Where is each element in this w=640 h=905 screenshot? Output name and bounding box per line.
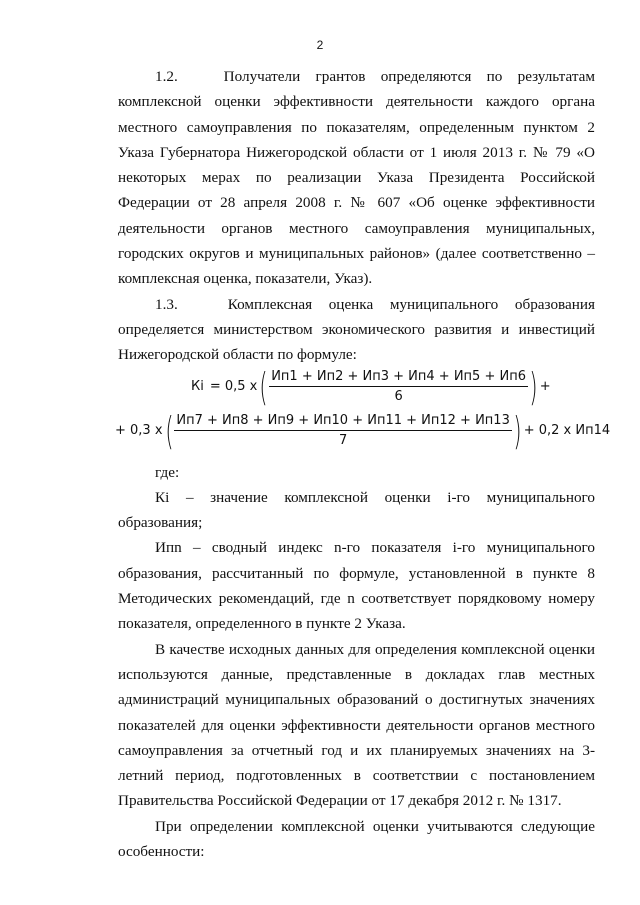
formula <box>115 364 611 456</box>
paragraph-source-data: В качестве исходных данных для определения комплексной оценки используются данные, представленные в докладах глав местных администраций муниципальных образований о достигнутых значениях показателей для оценки эффективности деятельности органов местного самоуправления за отчетный год и их планируемых значениях на 3-летний период, подготовленных в соответствии с постановлением Правительства Российской Федерации от 17 декабря 2012 г. № 1317. <box>118 640 595 810</box>
formula-coef-1: = 0,5 x <box>209 379 258 395</box>
document-body <box>115 64 611 864</box>
where-label: где: <box>155 463 180 481</box>
formula-plus-1: + <box>539 379 551 395</box>
formula-line-1 <box>188 364 554 409</box>
formula-lhs: Кi <box>191 379 204 395</box>
right-paren-1: ) <box>529 364 538 409</box>
paragraph-1-2: 1.2. Получатели грантов определяются по результатам комплексной оценки эффективности деятельности каждого органа местного самоуправления по показателям, определенным пунктом 2 Указа Губернатора Нижегородской области от 1 июля 2013 г. № 79 «О некоторых мерах по реализации Указа Президента Российской Федерации от 28 апреля 2008 г. № 607 «Об оценке эффективности деятельности органов местного самоуправления муниципальных, городских округов и муниципальных районов» (далее соответственно – комплексная оценка, показатели, Указ). <box>118 68 595 288</box>
paragraph-features: При определении комплексной оценки учитываются следующие особенности: <box>118 817 595 861</box>
fraction-1 <box>269 369 528 404</box>
paragraph-1-3: 1.3. Комплексная оценка муниципального образования определяется министерством экономического развития и инвестиций Нижегородской области по формуле: <box>118 295 595 364</box>
definition-ki: Кi – значение комплексной оценки i-го муниципального образования; <box>118 488 595 532</box>
formula-coef-2: + 0,3 x <box>115 423 163 439</box>
left-paren-1: ( <box>259 364 268 409</box>
fraction-1-numerator: Ип1 + Ип2 + Ип3 + Ип4 + Ип5 + Ип6 <box>269 369 528 387</box>
right-paren-2: ) <box>513 408 522 453</box>
fraction-2-denominator: 7 <box>338 433 348 449</box>
formula-tail-2: + 0,2 x Ип14 <box>523 423 611 439</box>
page-number: 2 <box>316 38 324 52</box>
fraction-1-denominator: 6 <box>394 389 403 405</box>
fraction-2 <box>174 413 512 448</box>
left-paren-2: ( <box>164 408 174 453</box>
fraction-2-numerator: Ип7 + Ип8 + Ип9 + Ип10 + Ип11 + Ип12 + Ип13 <box>174 413 512 431</box>
definition-ipn: Ипn – сводный индекс n-го показателя i-го муниципального образования, рассчитанный по формуле, установленной в пункте 8 Методических рекомендаций, где n соответствует порядковому номеру показателя, определенного в пункте 2 Указа. <box>118 539 595 633</box>
formula-line-2 <box>112 408 613 453</box>
